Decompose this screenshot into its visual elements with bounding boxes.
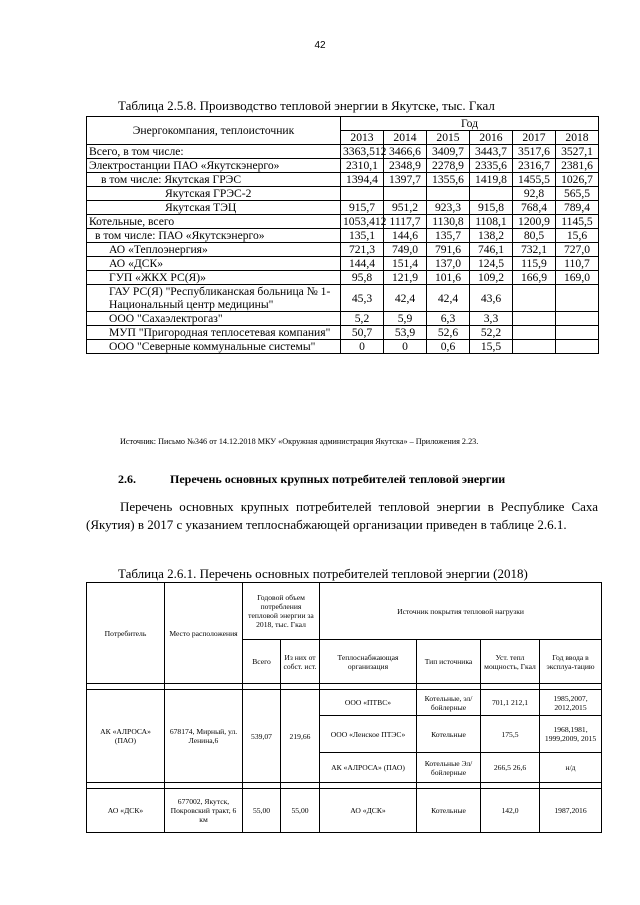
value-cell: 166,9	[513, 271, 556, 285]
source-type-cell: Котельные	[417, 716, 481, 753]
value-cell: 144,6	[384, 229, 427, 243]
year-cell: 1985,2007, 2012,2015	[540, 690, 602, 716]
source-type-cell: Котельные	[417, 789, 481, 833]
value-cell: 115,9	[513, 257, 556, 271]
value-cell: 92,8	[513, 187, 556, 201]
source-group-header: Источник покрытия тепловой нагрузки	[320, 583, 602, 640]
year-cell: н/д	[540, 753, 602, 783]
value-cell: 1455,5	[513, 173, 556, 187]
value-cell: 1130,8	[427, 215, 470, 229]
value-cell: 53,9	[384, 326, 427, 340]
value-cell: 0	[384, 340, 427, 354]
source-type-header: Тип источника	[417, 640, 481, 684]
table2-caption: Таблица 2.6.1. Перечень основных потребителей тепловой энергии (2018)	[118, 566, 528, 581]
value-cell: 721,3	[341, 243, 384, 257]
year-header: 2018	[556, 131, 599, 145]
value-cell: 1117,7	[384, 215, 427, 229]
value-cell	[427, 187, 470, 201]
value-cell: 138,2	[470, 229, 513, 243]
value-cell: 137,0	[427, 257, 470, 271]
year-header: 2014	[384, 131, 427, 145]
consumers-table	[86, 582, 602, 833]
table-header-row	[87, 117, 599, 131]
value-cell: 0,6	[427, 340, 470, 354]
location-cell: 677002, Якутск, Покровский тракт, 6 км	[165, 789, 243, 833]
value-cell: 3,3	[470, 312, 513, 326]
value-cell: 121,9	[384, 271, 427, 285]
company-header: Энергокомпания, теплоисточник	[87, 117, 341, 145]
capacity-header: Уст. тепл мощность, Гкал	[481, 640, 540, 684]
year-header: Год ввода в эксплуа-тацию	[540, 640, 602, 684]
table-row	[87, 243, 599, 257]
table-row	[87, 201, 599, 215]
value-cell: 1394,4	[341, 173, 384, 187]
value-cell	[470, 187, 513, 201]
table-row	[87, 145, 599, 159]
supplier-cell: ООО «ПТВС»	[320, 690, 417, 716]
section-number: 2.6.	[118, 472, 136, 486]
value-cell: 101,6	[427, 271, 470, 285]
table1-source: Источник: Письмо №346 от 14.12.2018 МКУ «Окружная администрация Якутска» – Приложения 2.23.	[120, 437, 479, 446]
row-label: Якутская ТЭЦ	[87, 201, 341, 215]
value-cell: 3363,512	[341, 145, 384, 159]
value-cell: 3527,1	[556, 145, 599, 159]
table-body	[87, 145, 599, 354]
value-cell: 42,4	[384, 285, 427, 312]
capacity-cell: 142,0	[481, 789, 540, 833]
year-header: 2016	[470, 131, 513, 145]
table-row	[87, 690, 602, 716]
value-cell: 746,1	[470, 243, 513, 257]
value-cell: 3517,6	[513, 145, 556, 159]
value-cell: 109,2	[470, 271, 513, 285]
table-row	[87, 285, 599, 312]
body-paragraph: Перечень основных крупных потребителей тепловой энергии в Республике Саха (Якутия) в 2017 с указанием теплоснабжающей организации приведен в таблице 2.6.1.	[86, 499, 598, 532]
consumer-header: Потребитель	[87, 583, 165, 684]
table-row	[87, 257, 599, 271]
value-cell: 0	[341, 340, 384, 354]
value-cell: 2278,9	[427, 159, 470, 173]
value-cell	[556, 340, 599, 354]
consumer-cell: АК «АЛРОСА» (ПАО)	[87, 690, 165, 783]
own-cell: 55,00	[281, 789, 320, 833]
supplier-cell: АО «ДСК»	[320, 789, 417, 833]
location-cell: 678174, Мирный, ул. Ленина,6	[165, 690, 243, 783]
value-cell	[556, 326, 599, 340]
table-row	[87, 312, 599, 326]
value-cell	[513, 285, 556, 312]
value-cell: 110,7	[556, 257, 599, 271]
table-row	[87, 271, 599, 285]
capacity-cell: 266,5 26,6	[481, 753, 540, 783]
source-type-cell: Котельные Эл/бойлерные	[417, 753, 481, 783]
value-cell: 169,0	[556, 271, 599, 285]
row-label: Электростанции ПАО «Якутскэнерго»	[87, 159, 341, 173]
value-cell: 1419,8	[470, 173, 513, 187]
value-cell	[556, 285, 599, 312]
total-header: Всего	[243, 640, 281, 684]
table-header-row	[87, 583, 602, 640]
value-cell: 3409,7	[427, 145, 470, 159]
value-cell	[384, 187, 427, 201]
value-cell: 749,0	[384, 243, 427, 257]
own-source-header: Из них от собст. ист.	[281, 640, 320, 684]
row-label: МУП "Пригородная теплосетевая компания"	[87, 326, 341, 340]
value-cell	[341, 187, 384, 201]
value-cell: 144,4	[341, 257, 384, 271]
value-cell: 1145,5	[556, 215, 599, 229]
value-cell: 732,1	[513, 243, 556, 257]
row-label: Всего, в том числе:	[87, 145, 341, 159]
source-type-cell: Котельные, эл/бойлерные	[417, 690, 481, 716]
value-cell: 1397,7	[384, 173, 427, 187]
total-cell: 55,00	[243, 789, 281, 833]
section-title: Перечень основных крупных потребителей тепловой энергии	[170, 472, 506, 486]
value-cell: 915,8	[470, 201, 513, 215]
row-label: ГАУ РС(Я) "Республиканская больница № 1-Национальный центр медицины"	[87, 285, 341, 312]
own-cell: 219,66	[281, 690, 320, 783]
value-cell: 2310,1	[341, 159, 384, 173]
capacity-cell: 175,5	[481, 716, 540, 753]
value-cell: 50,7	[341, 326, 384, 340]
row-label: в том числе: ПАО «Якутскэнерго»	[87, 229, 341, 243]
table-row	[87, 340, 599, 354]
value-cell: 1053,412	[341, 215, 384, 229]
value-cell: 43,6	[470, 285, 513, 312]
table-row	[87, 159, 599, 173]
table1-caption: Таблица 2.5.8. Производство тепловой энергии в Якутске, тыс. Гкал	[118, 98, 495, 113]
table-row	[87, 187, 599, 201]
supplier-cell: ООО «Ленское ПТЭС»	[320, 716, 417, 753]
value-cell: 135,7	[427, 229, 470, 243]
value-cell: 2316,7	[513, 159, 556, 173]
value-cell: 768,4	[513, 201, 556, 215]
row-label: ООО "Сахаэлектрогаз"	[87, 312, 341, 326]
value-cell: 3443,7	[470, 145, 513, 159]
value-cell	[513, 312, 556, 326]
value-cell: 5,9	[384, 312, 427, 326]
consumer-cell: АО «ДСК»	[87, 789, 165, 833]
row-label: ГУП «ЖКХ РС(Я)»	[87, 271, 341, 285]
table-row	[87, 326, 599, 340]
value-cell: 1355,6	[427, 173, 470, 187]
value-cell: 15,6	[556, 229, 599, 243]
heat-production-table	[86, 116, 599, 354]
value-cell: 2335,6	[470, 159, 513, 173]
row-label: ООО "Северные коммунальные системы"	[87, 340, 341, 354]
year-group-header: Год	[341, 117, 599, 131]
value-cell	[513, 340, 556, 354]
table-row	[87, 229, 599, 243]
value-cell: 2348,9	[384, 159, 427, 173]
value-cell: 52,2	[470, 326, 513, 340]
year-cell: 1968,1981, 1999,2009, 2015	[540, 716, 602, 753]
value-cell: 1200,9	[513, 215, 556, 229]
total-cell: 539,07	[243, 690, 281, 783]
page-number: 42	[314, 40, 326, 51]
capacity-cell: 701,1 212,1	[481, 690, 540, 716]
value-cell: 135,1	[341, 229, 384, 243]
year-header: 2017	[513, 131, 556, 145]
table-row	[87, 215, 599, 229]
value-cell: 3466,6	[384, 145, 427, 159]
value-cell: 791,6	[427, 243, 470, 257]
value-cell: 5,2	[341, 312, 384, 326]
value-cell	[513, 326, 556, 340]
value-cell	[556, 312, 599, 326]
value-cell: 151,4	[384, 257, 427, 271]
value-cell: 6,3	[427, 312, 470, 326]
year-cell: 1987,2016	[540, 789, 602, 833]
value-cell: 951,2	[384, 201, 427, 215]
value-cell: 565,5	[556, 187, 599, 201]
value-cell: 915,7	[341, 201, 384, 215]
value-cell: 1026,7	[556, 173, 599, 187]
supplier-cell: АК «АЛРОСА» (ПАО)	[320, 753, 417, 783]
volume-header: Годовой объем потребления тепловой энергии за 2018, тыс. Гкал	[243, 583, 320, 640]
supplier-header: Теплоснабжающая организация	[320, 640, 417, 684]
value-cell: 1108,1	[470, 215, 513, 229]
value-cell: 45,3	[341, 285, 384, 312]
row-label: Якутская ГРЭС-2	[87, 187, 341, 201]
value-cell: 124,5	[470, 257, 513, 271]
value-cell: 42,4	[427, 285, 470, 312]
value-cell: 15,5	[470, 340, 513, 354]
value-cell: 923,3	[427, 201, 470, 215]
table-row	[87, 789, 602, 833]
row-label: АО «Теплоэнергия»	[87, 243, 341, 257]
value-cell: 2381,6	[556, 159, 599, 173]
table-row	[87, 173, 599, 187]
value-cell: 727,0	[556, 243, 599, 257]
year-header: 2015	[427, 131, 470, 145]
row-label: Котельные, всего	[87, 215, 341, 229]
value-cell: 789,4	[556, 201, 599, 215]
section-heading	[118, 472, 505, 487]
value-cell: 95,8	[341, 271, 384, 285]
year-header: 2013	[341, 131, 384, 145]
value-cell: 52,6	[427, 326, 470, 340]
row-label: в том числе: Якутская ГРЭС	[87, 173, 341, 187]
row-label: АО «ДСК»	[87, 257, 341, 271]
location-header: Место расположения	[165, 583, 243, 684]
value-cell: 80,5	[513, 229, 556, 243]
